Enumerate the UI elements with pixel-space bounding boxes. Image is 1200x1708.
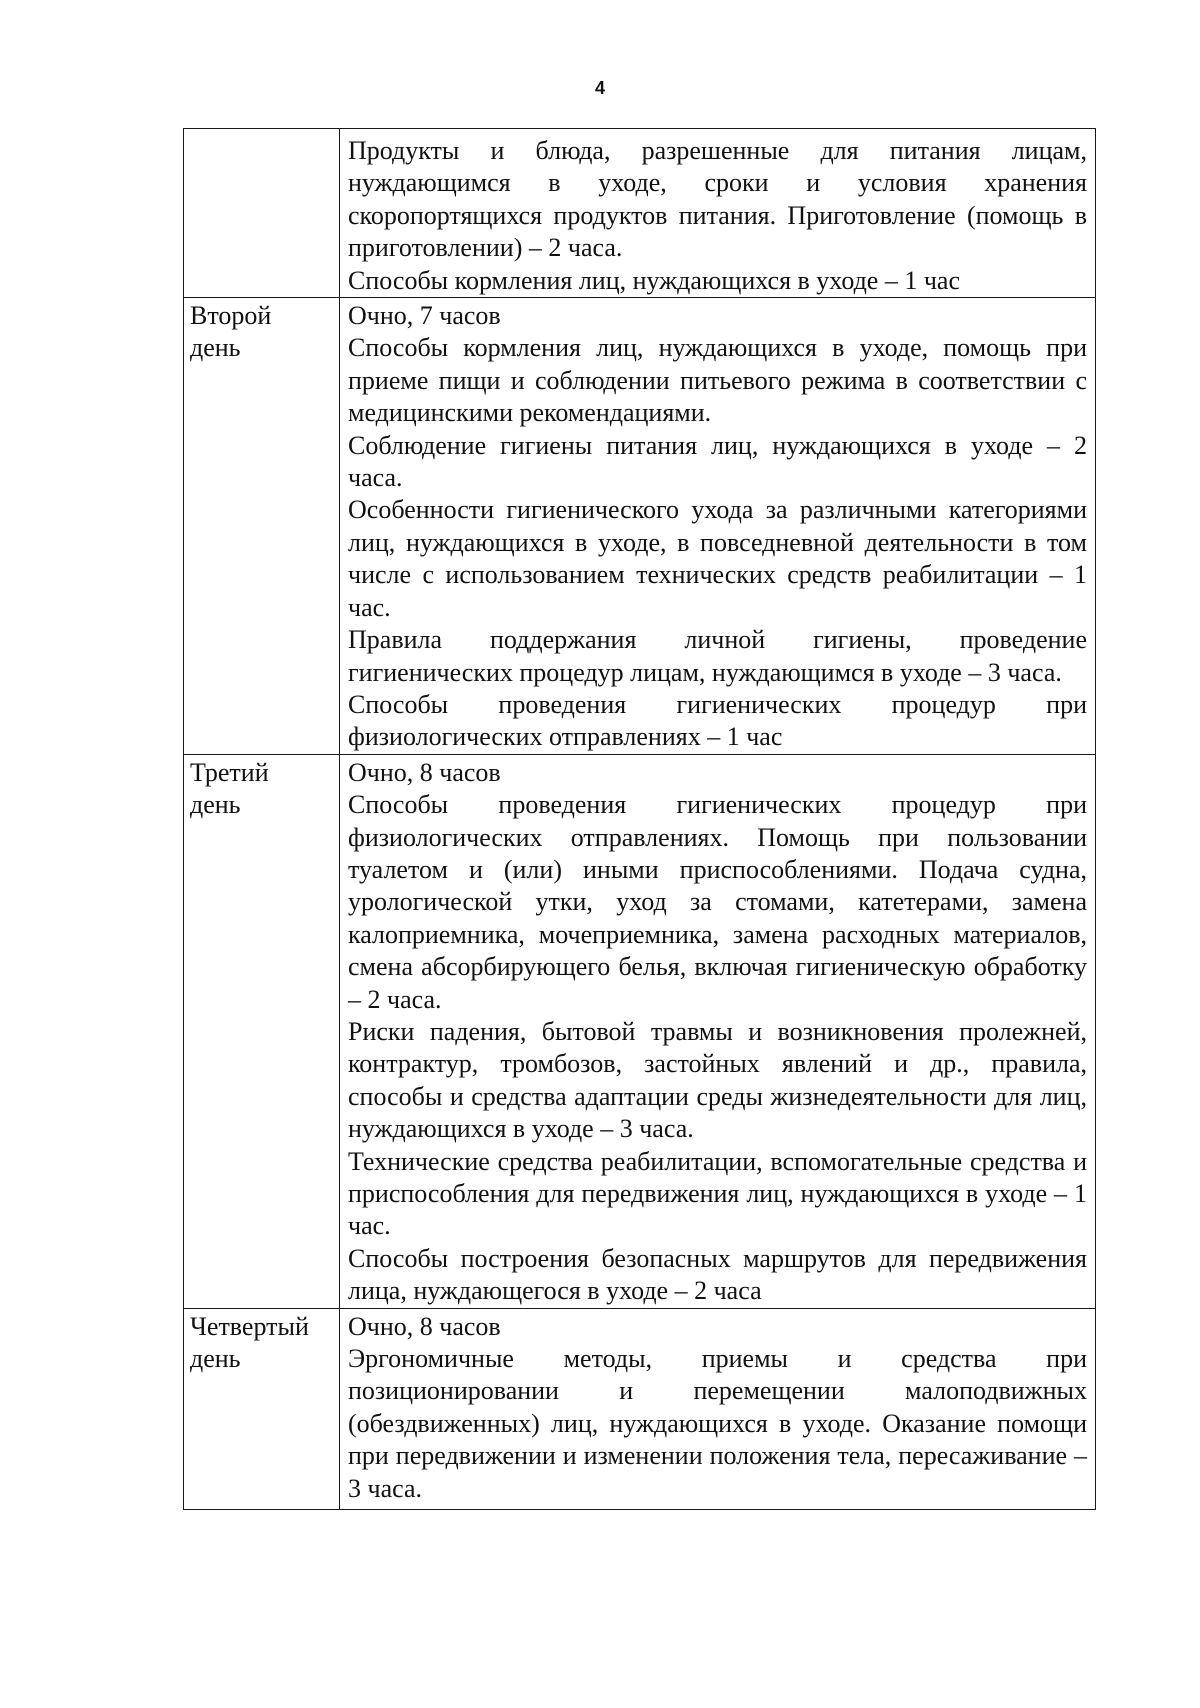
content-cell [340, 129, 1096, 298]
day-cell [184, 129, 340, 298]
session-mode: Очно, 8 часов [348, 757, 501, 787]
day-label: Четвертый [190, 1311, 309, 1341]
topic-paragraph: Способы проведения гигиенических процедур при физиологических отправлениях. Помощь при пользовании туалетом и (или) иными приспособлениями. Подача судна, урологической утки, уход за стомами, катетерами, замена калоприемника, мочеприемника, замена расходных материалов, смена абсорбирующего белья, включая гигиеническую обработку – 2 часа. [348, 790, 1087, 1014]
topic-paragraph: Соблюдение гигиены питания лиц, нуждающихся в уходе – 2 часа. [348, 430, 1087, 493]
content-cell [340, 754, 1096, 1308]
topic-paragraph: Продукты и блюда, разрешенные для питания лицам, нуждающимся в уходе, сроки и условия хранения скоропортящихся продуктов питания. Приготовление (помощь в приготовлении) – 2 часа. [348, 136, 1087, 263]
day-cell [184, 754, 340, 1308]
day-label: Второй [190, 301, 272, 331]
session-mode: Очно, 8 часов [348, 1311, 501, 1341]
topic-paragraph: Риски падения, бытовой травмы и возникновения пролежней, контрактур, тромбозов, застойных явлений и др., правила, способы и средства адаптации среды жизнедеятельности для лиц, нуждающихся в уходе – 3 часа. [348, 1016, 1087, 1144]
topic-paragraph: Технические средства реабилитации, вспомогательные средства и приспособления для передвижения лиц, нуждающихся в уходе – 1 час. [348, 1146, 1087, 1241]
day-word: день [190, 333, 241, 363]
day-word: день [190, 790, 241, 820]
topic-paragraph: Эргономичные методы, приемы и средства при позиционировании и перемещении малоподвижных (обездвиженных) лиц, нуждающихся в уходе. Оказание помощи при передвижении и изменении положения тела, пересаживание – 3 часа. [348, 1344, 1087, 1503]
day-cell [184, 298, 340, 755]
topic-paragraph: Правила поддержания личной гигиены, проведение гигиенических процедур лицам, нуждающимся в уходе – 3 часа. [348, 625, 1087, 687]
table-row [184, 298, 1096, 755]
page-number: 4 [594, 78, 605, 98]
content-cell [340, 298, 1096, 755]
day-label: Третий [190, 757, 269, 787]
table-row [184, 754, 1096, 1308]
training-schedule-table [183, 128, 1096, 1510]
session-mode: Очно, 7 часов [348, 301, 501, 331]
day-word: день [190, 1344, 241, 1374]
day-cell [184, 1308, 340, 1509]
topic-paragraph: Способы кормления лиц, нуждающихся в уходе, помощь при приеме пищи и соблюдении питьевого режима в соответствии с медицинскими рекомендациями. [348, 333, 1087, 428]
topic-paragraph: Способы построения безопасных маршрутов для передвижения лица, нуждающегося в уходе – 2 часа [348, 1243, 1087, 1306]
table-row [184, 1308, 1096, 1509]
table-row [184, 129, 1096, 298]
topic-paragraph: Способы кормления лиц, нуждающихся в уходе – 1 час [348, 265, 960, 295]
topic-paragraph: Особенности гигиенического ухода за различными категориями лиц, нуждающихся в уходе, в повседневной деятельности в том числе с использованием технических средств реабилитации – 1 час. [348, 495, 1087, 622]
content-cell [340, 1308, 1096, 1509]
topic-paragraph: Способы проведения гигиенических процедур при физиологических отправлениях – 1 час [348, 689, 1087, 752]
